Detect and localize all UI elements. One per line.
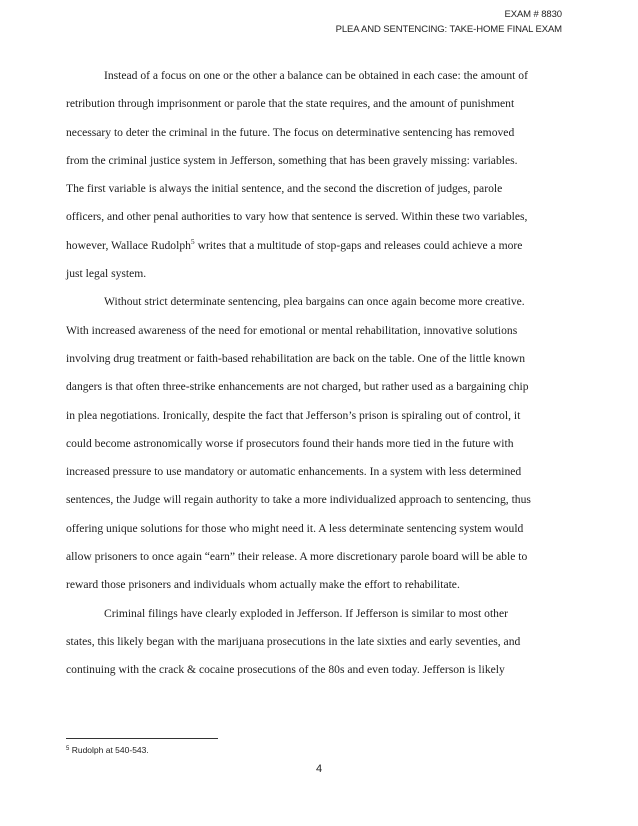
text-line: officers, and other penal authorities to vary how that sentence is served. Within these two variables, (66, 210, 528, 224)
page-number: 4 (315, 763, 323, 775)
text-line: The first variable is always the initial sentence, and the second the discretion of judges, parole (66, 182, 503, 196)
text-line: With increased awareness of the need for emotional or mental rehabilitation, innovative solutions (66, 323, 518, 337)
text-line: could become astronomically worse if prosecutors found their hands more tied in the future with (66, 436, 514, 450)
text-line: continuing with the crack & cocaine prosecutions of the 80s and even today. Jefferson is likely (66, 663, 505, 677)
line-text-after: writes that a multitude of stop-gaps and releases could achieve a more (194, 238, 523, 252)
text-line: offering unique solutions for those who might need it. A less determinate sentencing system would (66, 521, 524, 535)
running-header (336, 7, 562, 37)
text-line: just legal system. (66, 267, 147, 281)
footnote-text: Rudolph at 540-543. (69, 745, 149, 755)
text-line: involving drug treatment or faith-based rehabilitation are back on the table. One of the little known (66, 351, 526, 365)
line-text-before: however, Wallace Rudolph (66, 238, 191, 252)
exam-title: PLEA AND SENTENCING: TAKE-HOME FINAL EXAM (335, 24, 562, 35)
text-line-with-footnote (66, 232, 582, 260)
text-line: Instead of a focus on one or the other a balance can be obtained in each case: the amount of (104, 69, 528, 82)
text-line: states, this likely began with the marijuana prosecutions in the late sixties and early seventies, and (66, 634, 521, 648)
text-line: Criminal filings have clearly exploded in Jefferson. If Jefferson is similar to most other (104, 606, 508, 620)
text-line: retribution through imprisonment or parole that the state requires, and the amount of punishment (66, 97, 515, 111)
text-line: Without strict determinate sentencing, plea bargains can once again become more creative. (104, 295, 525, 309)
text-line: in plea negotiations. Ironically, despite the fact that Jefferson’s prison is spiraling out of control, it (66, 408, 521, 422)
text-line: from the criminal justice system in Jefferson, something that has been gravely missing: variables. (66, 153, 518, 167)
text-line: allow prisoners to once again “earn” their release. A more discretionary parole board will be able to (66, 550, 528, 564)
footnote-reference[interactable]: 5 (190, 236, 195, 246)
body-text (66, 62, 582, 685)
text-line: necessary to deter the criminal in the future. The focus on determinative sentencing has removed (66, 125, 515, 139)
text-line: dangers is that often three-strike enhancements are not charged, but rather used as a bargaining chip (66, 380, 529, 394)
text-line: increased pressure to use mandatory or automatic enhancements. In a system with less determined (66, 465, 522, 479)
text-line: reward those prisoners and individuals whom actually make the effort to rehabilitate. (66, 578, 460, 592)
footnote-separator (66, 738, 218, 739)
text-line: sentences, the Judge will regain authority to take a more individualized approach to sentencing, thus (66, 493, 531, 507)
footnote-number: 5 (66, 746, 70, 752)
footnote (66, 745, 149, 755)
exam-number: EXAM # 8830 (504, 9, 562, 20)
